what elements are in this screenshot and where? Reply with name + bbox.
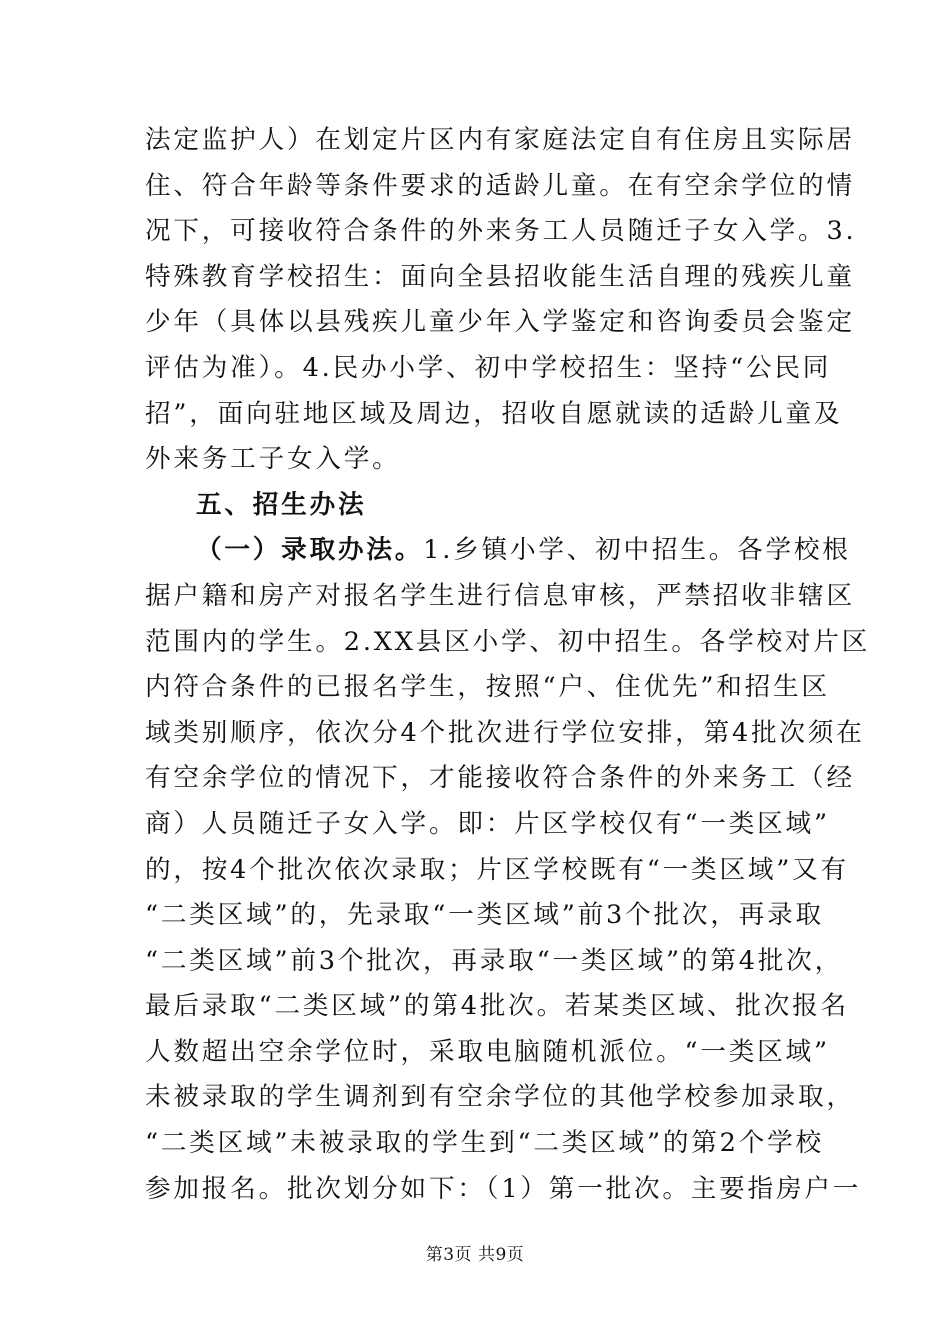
body-line-20: 未被录取的学生调剂到有空余学位的其他学校参加录取， xyxy=(145,1082,855,1113)
body-line-9: 据户籍和房产对报名学生进行信息审核，严禁招收非辖区 xyxy=(145,580,855,611)
body-line-12: 域类别顺序，依次分4个批次进行学位安排，第4批次须在 xyxy=(145,717,865,748)
section-heading: 五、招生办法 xyxy=(196,489,367,520)
body-line-10: 范围内的学生。2.XX县区小学、初中招生。各学校对片区 xyxy=(145,626,871,657)
body-line-2: 住、符合年龄等条件要求的适龄儿童。在有空余学位的情 xyxy=(145,170,855,201)
body-line-14: 商）人员随迁子女入学。即：片区学校仅有“一类区域” xyxy=(145,808,830,839)
body-line-13: 有空余学位的情况下，才能接收符合条件的外来务工（经 xyxy=(145,763,855,794)
body-line-19: 人数超出空余学位时，采取电脑随机派位。“一类区域” xyxy=(145,1036,830,1067)
body-line-7: 招”，面向驻地区域及周边，招收自愿就读的适龄儿童及 xyxy=(145,398,843,429)
subsection-first-line xyxy=(145,528,851,574)
body-line-16: “二类区域”的，先录取“一类区域”前3个批次，再录取 xyxy=(145,900,824,931)
body-line-3: 况下，可接收符合条件的外来务工人员随迁子女入学。3. xyxy=(145,216,857,247)
body-line-11: 内符合条件的已报名学生，按照“户、住优先”和招生区 xyxy=(145,672,830,703)
body-line-4: 特殊教育学校招生：面向全县招收能生活自理的残疾儿童 xyxy=(145,261,855,292)
body-line-8: 外来务工子女入学。 xyxy=(145,444,401,475)
document-body xyxy=(145,118,871,1212)
subsection-first-line-rest: 1.乡镇小学、初中招生。各学校根 xyxy=(423,535,851,566)
body-line-5: 少年（具体以县残疾儿童少年入学鉴定和咨询委员会鉴定 xyxy=(145,307,855,338)
body-line-1: 法定监护人）在划定片区内有家庭法定自有住房且实际居 xyxy=(145,125,855,155)
body-line-21: “二类区域”未被录取的学生到“二类区域”的第2个学校 xyxy=(145,1128,824,1159)
body-line-15: 的，按4个批次依次录取；片区学校既有“一类区域”又有 xyxy=(145,854,849,885)
body-line-6: 评估为准）。4.民办小学、初中学校招生：坚持“公民同 xyxy=(145,352,832,383)
subsection-label: （一）录取办法。 xyxy=(196,535,424,566)
body-line-17: “二类区域”前3个批次，再录取“一类区域”的第4批次， xyxy=(145,945,843,976)
body-line-22: 参加报名。批次划分如下：（1）第一批次。主要指房户一 xyxy=(145,1173,862,1204)
body-line-18: 最后录取“二类区域”的第4批次。若某类区域、批次报名 xyxy=(145,991,849,1022)
page-number-footer: 第3页 共9页 xyxy=(425,1245,525,1265)
